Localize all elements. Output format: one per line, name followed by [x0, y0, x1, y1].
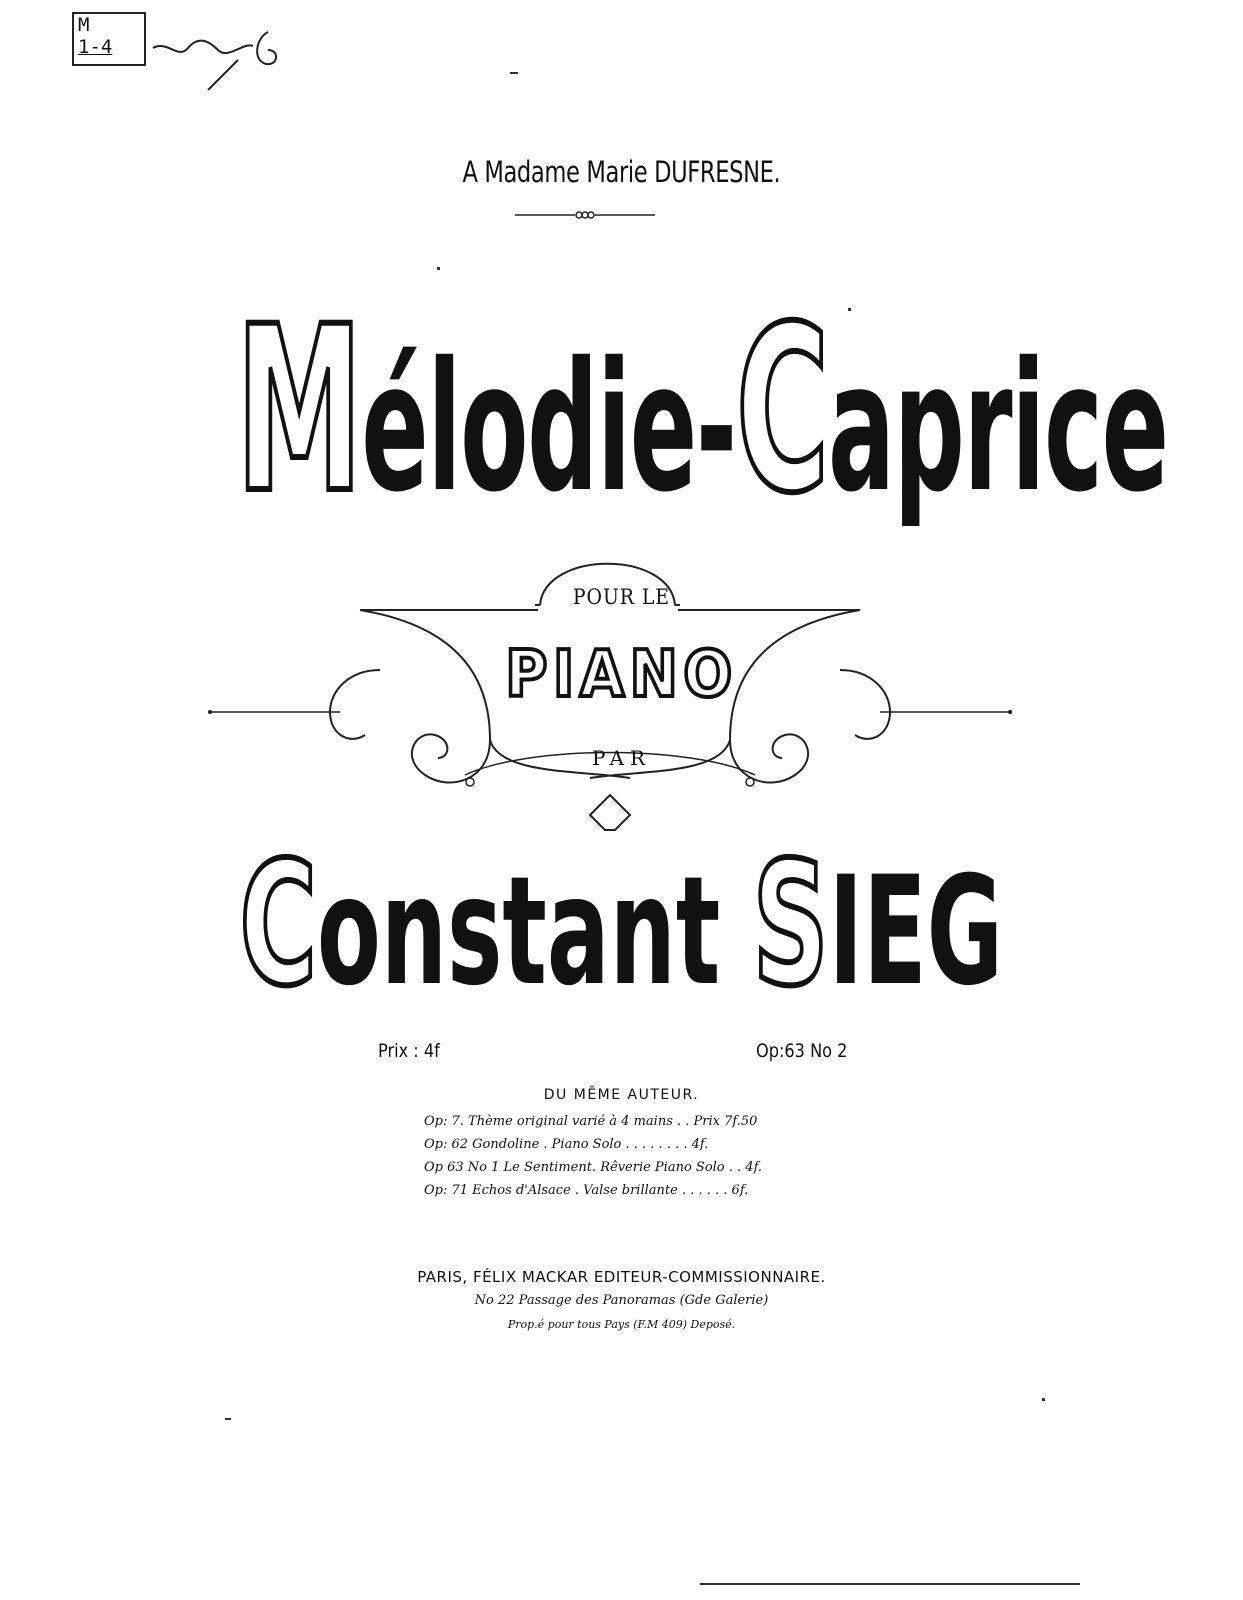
pour-le-label: POUR LE	[572, 585, 670, 609]
title-initial-c: C	[735, 277, 828, 543]
scan-edge-line	[700, 1583, 1080, 1585]
scan-speck	[1042, 1398, 1045, 1401]
publisher-line: PARIS, FÉLIX MACKAR EDITEUR-COMMISSIONNAIRE.	[417, 1268, 826, 1286]
dedication: A Madame Marie DUFRESNE.	[462, 155, 781, 189]
opus-number: Op:63 No 2	[756, 1040, 848, 1062]
scan-speck	[510, 72, 518, 74]
title-rest-1: élodie-	[361, 324, 736, 531]
publisher-address: No 22 Passage des Panoramas (Gde Galerie)	[474, 1293, 769, 1308]
composer-rest-2: IEG	[828, 845, 1004, 1019]
title-initial-m: M	[235, 277, 362, 543]
scan-speck	[848, 308, 851, 311]
scan-speck	[225, 1418, 231, 1420]
composer-name	[236, 826, 1007, 1024]
piece-title	[235, 277, 1168, 543]
stamp-line-2: 1-4	[78, 36, 113, 58]
dedication-flourish	[515, 207, 655, 223]
composer-initial-s: S	[752, 826, 829, 1024]
scan-speck	[437, 267, 440, 270]
same-author-heading: DU MÊME AUTEUR.	[543, 1087, 700, 1103]
work-item: Op: 7. Thème original varié à 4 mains . . Prix 7f.50	[424, 1114, 758, 1129]
par-label: PAR	[591, 746, 652, 770]
composer-initial-c: C	[239, 826, 317, 1024]
library-stamp	[72, 12, 146, 66]
title-rest-2: aprice	[827, 324, 1168, 531]
work-item: Op: 62 Gondoline . Piano Solo . . . . . . . . 4f.	[424, 1137, 709, 1152]
stamp-line-1: M	[78, 14, 90, 36]
rights-notice: Prop.é pour tous Pays (F.M 409) Deposé.	[507, 1318, 736, 1331]
work-item: Op 63 No 1 Le Sentiment. Rêverie Piano Solo . . 4f.	[424, 1160, 763, 1175]
composer-rest-1: onstant	[316, 845, 753, 1019]
price-label: Prix : 4f	[378, 1040, 440, 1062]
handwritten-annotation	[148, 20, 318, 100]
instrument-label: PIANO	[505, 638, 738, 712]
work-item: Op: 71 Echos d'Alsace . Valse brillante . . . . . . 6f.	[424, 1183, 749, 1198]
other-works-list	[424, 1110, 844, 1202]
